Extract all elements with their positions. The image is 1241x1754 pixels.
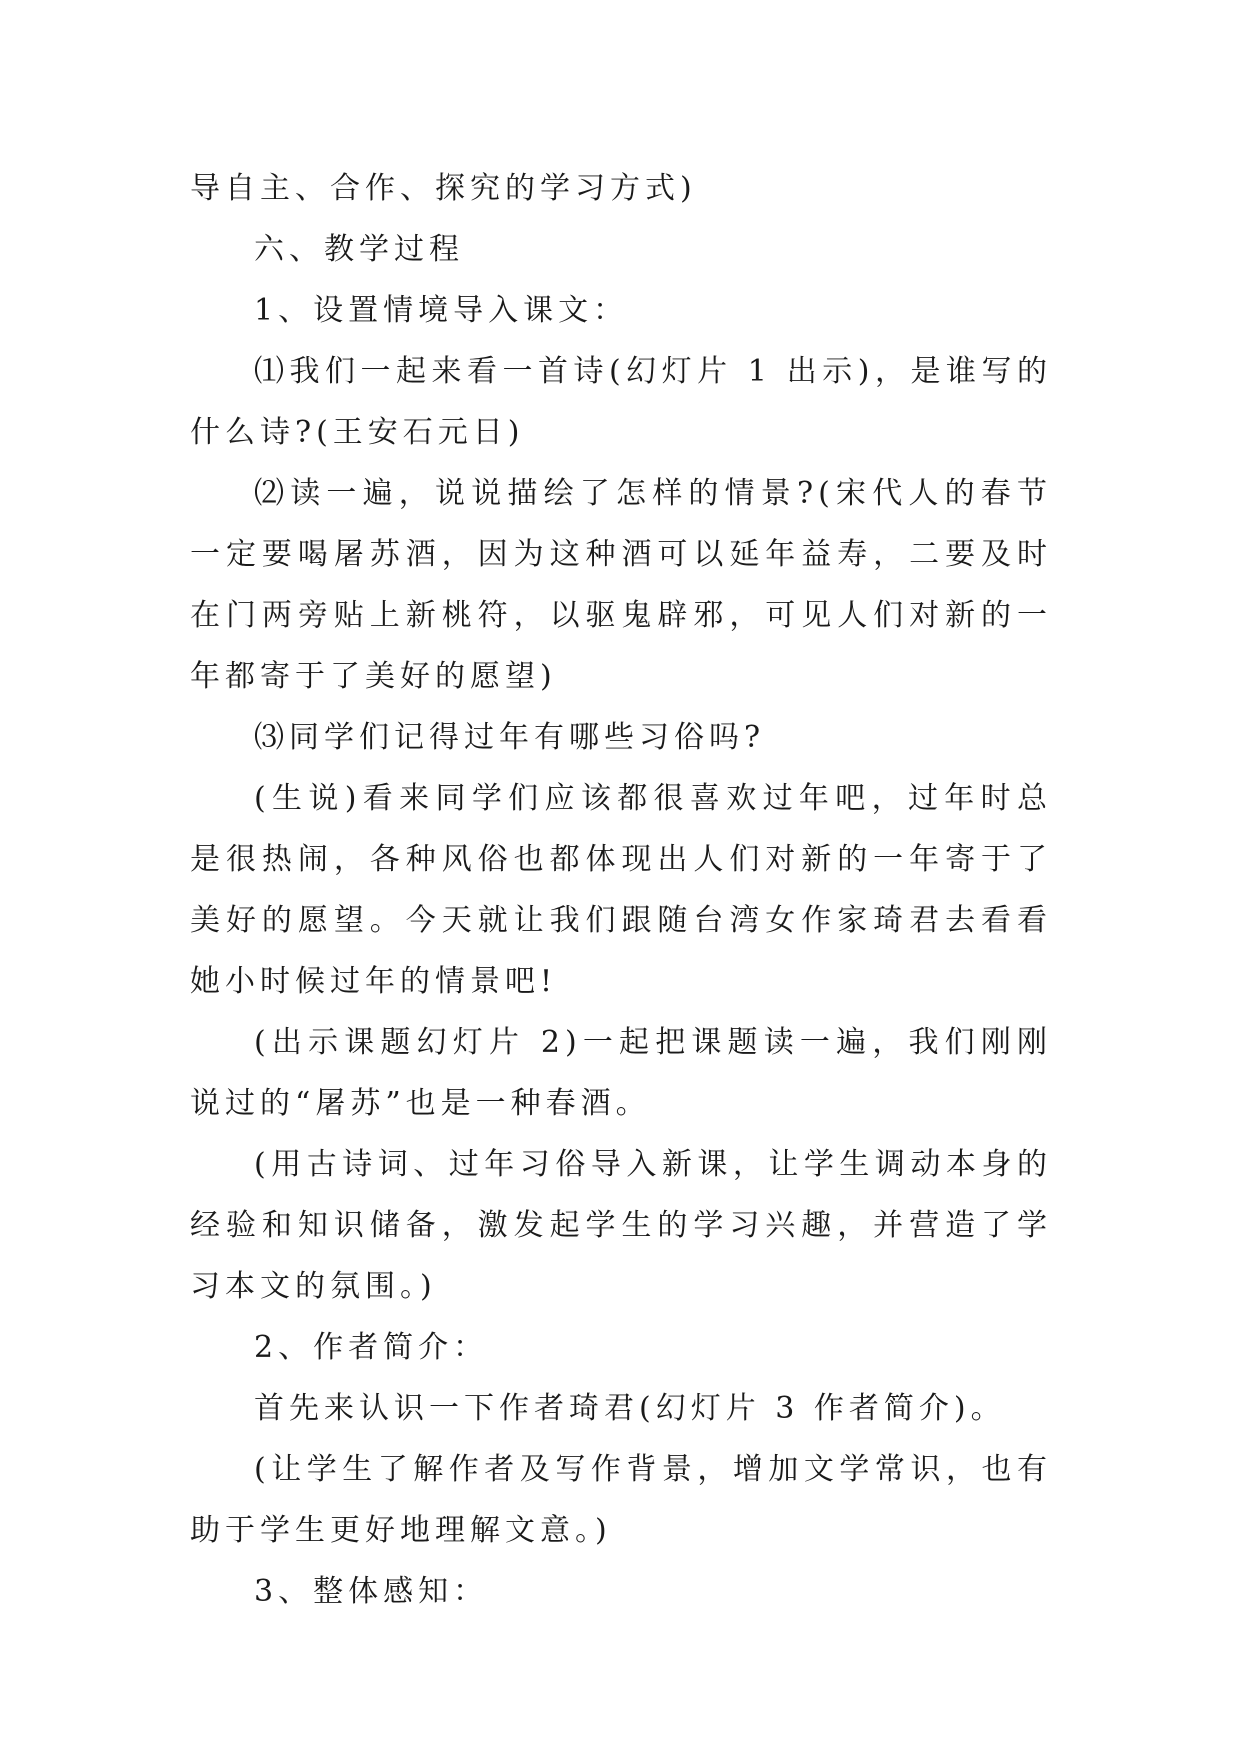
paragraph-11: 首先来认识一下作者琦君(幻灯片 3 作者简介)。: [254, 1391, 1006, 1426]
paragraph-5: ⑵读一遍，说说描绘了怎样的情景?(宋代人的春节一定要喝屠苏酒，因为这种酒可以延年益寿，二要及时在门两旁贴上新桃符，以驱鬼辟邪，可见人们对新的一年都寄于了美好的愿望): [190, 476, 1052, 694]
step-heading-3: 3、整体感知：: [254, 1574, 489, 1609]
paragraph-6: ⑶同学们记得过年有哪些习俗吗?: [254, 720, 766, 755]
paragraph-1: 导自主、合作、探究的学习方式): [190, 171, 697, 206]
document-body: [190, 158, 1052, 1622]
paragraph-12: (让学生了解作者及写作背景，增加文学常识，也有助于学生更好地理解文意。): [190, 1452, 1052, 1548]
paragraph-4: ⑴我们一起来看一首诗(幻灯片 1 出示)，是谁写的什么诗?(王安石元日): [190, 354, 1052, 450]
paragraph-9: (用古诗词、过年习俗导入新课，让学生调动本身的经验和知识储备，激发起学生的学习兴趣，并营造了学习本文的氛围。): [190, 1147, 1052, 1304]
paragraph-7: (生说)看来同学们应该都很喜欢过年吧，过年时总是很热闹，各种风俗也都体现出人们对新的一年寄于了美好的愿望。今天就让我们跟随台湾女作家琦君去看看她小时候过年的情景吧!: [190, 781, 1052, 999]
paragraph-8: (出示课题幻灯片 2)一起把课题读一遍，我们刚刚说过的“屠苏”也是一种春酒。: [190, 1025, 1052, 1121]
step-heading-1: 1、设置情境导入课文：: [254, 293, 629, 328]
step-heading-2: 2、作者简介：: [254, 1330, 489, 1365]
section-heading-teaching-process: 六、教学过程: [254, 232, 464, 267]
